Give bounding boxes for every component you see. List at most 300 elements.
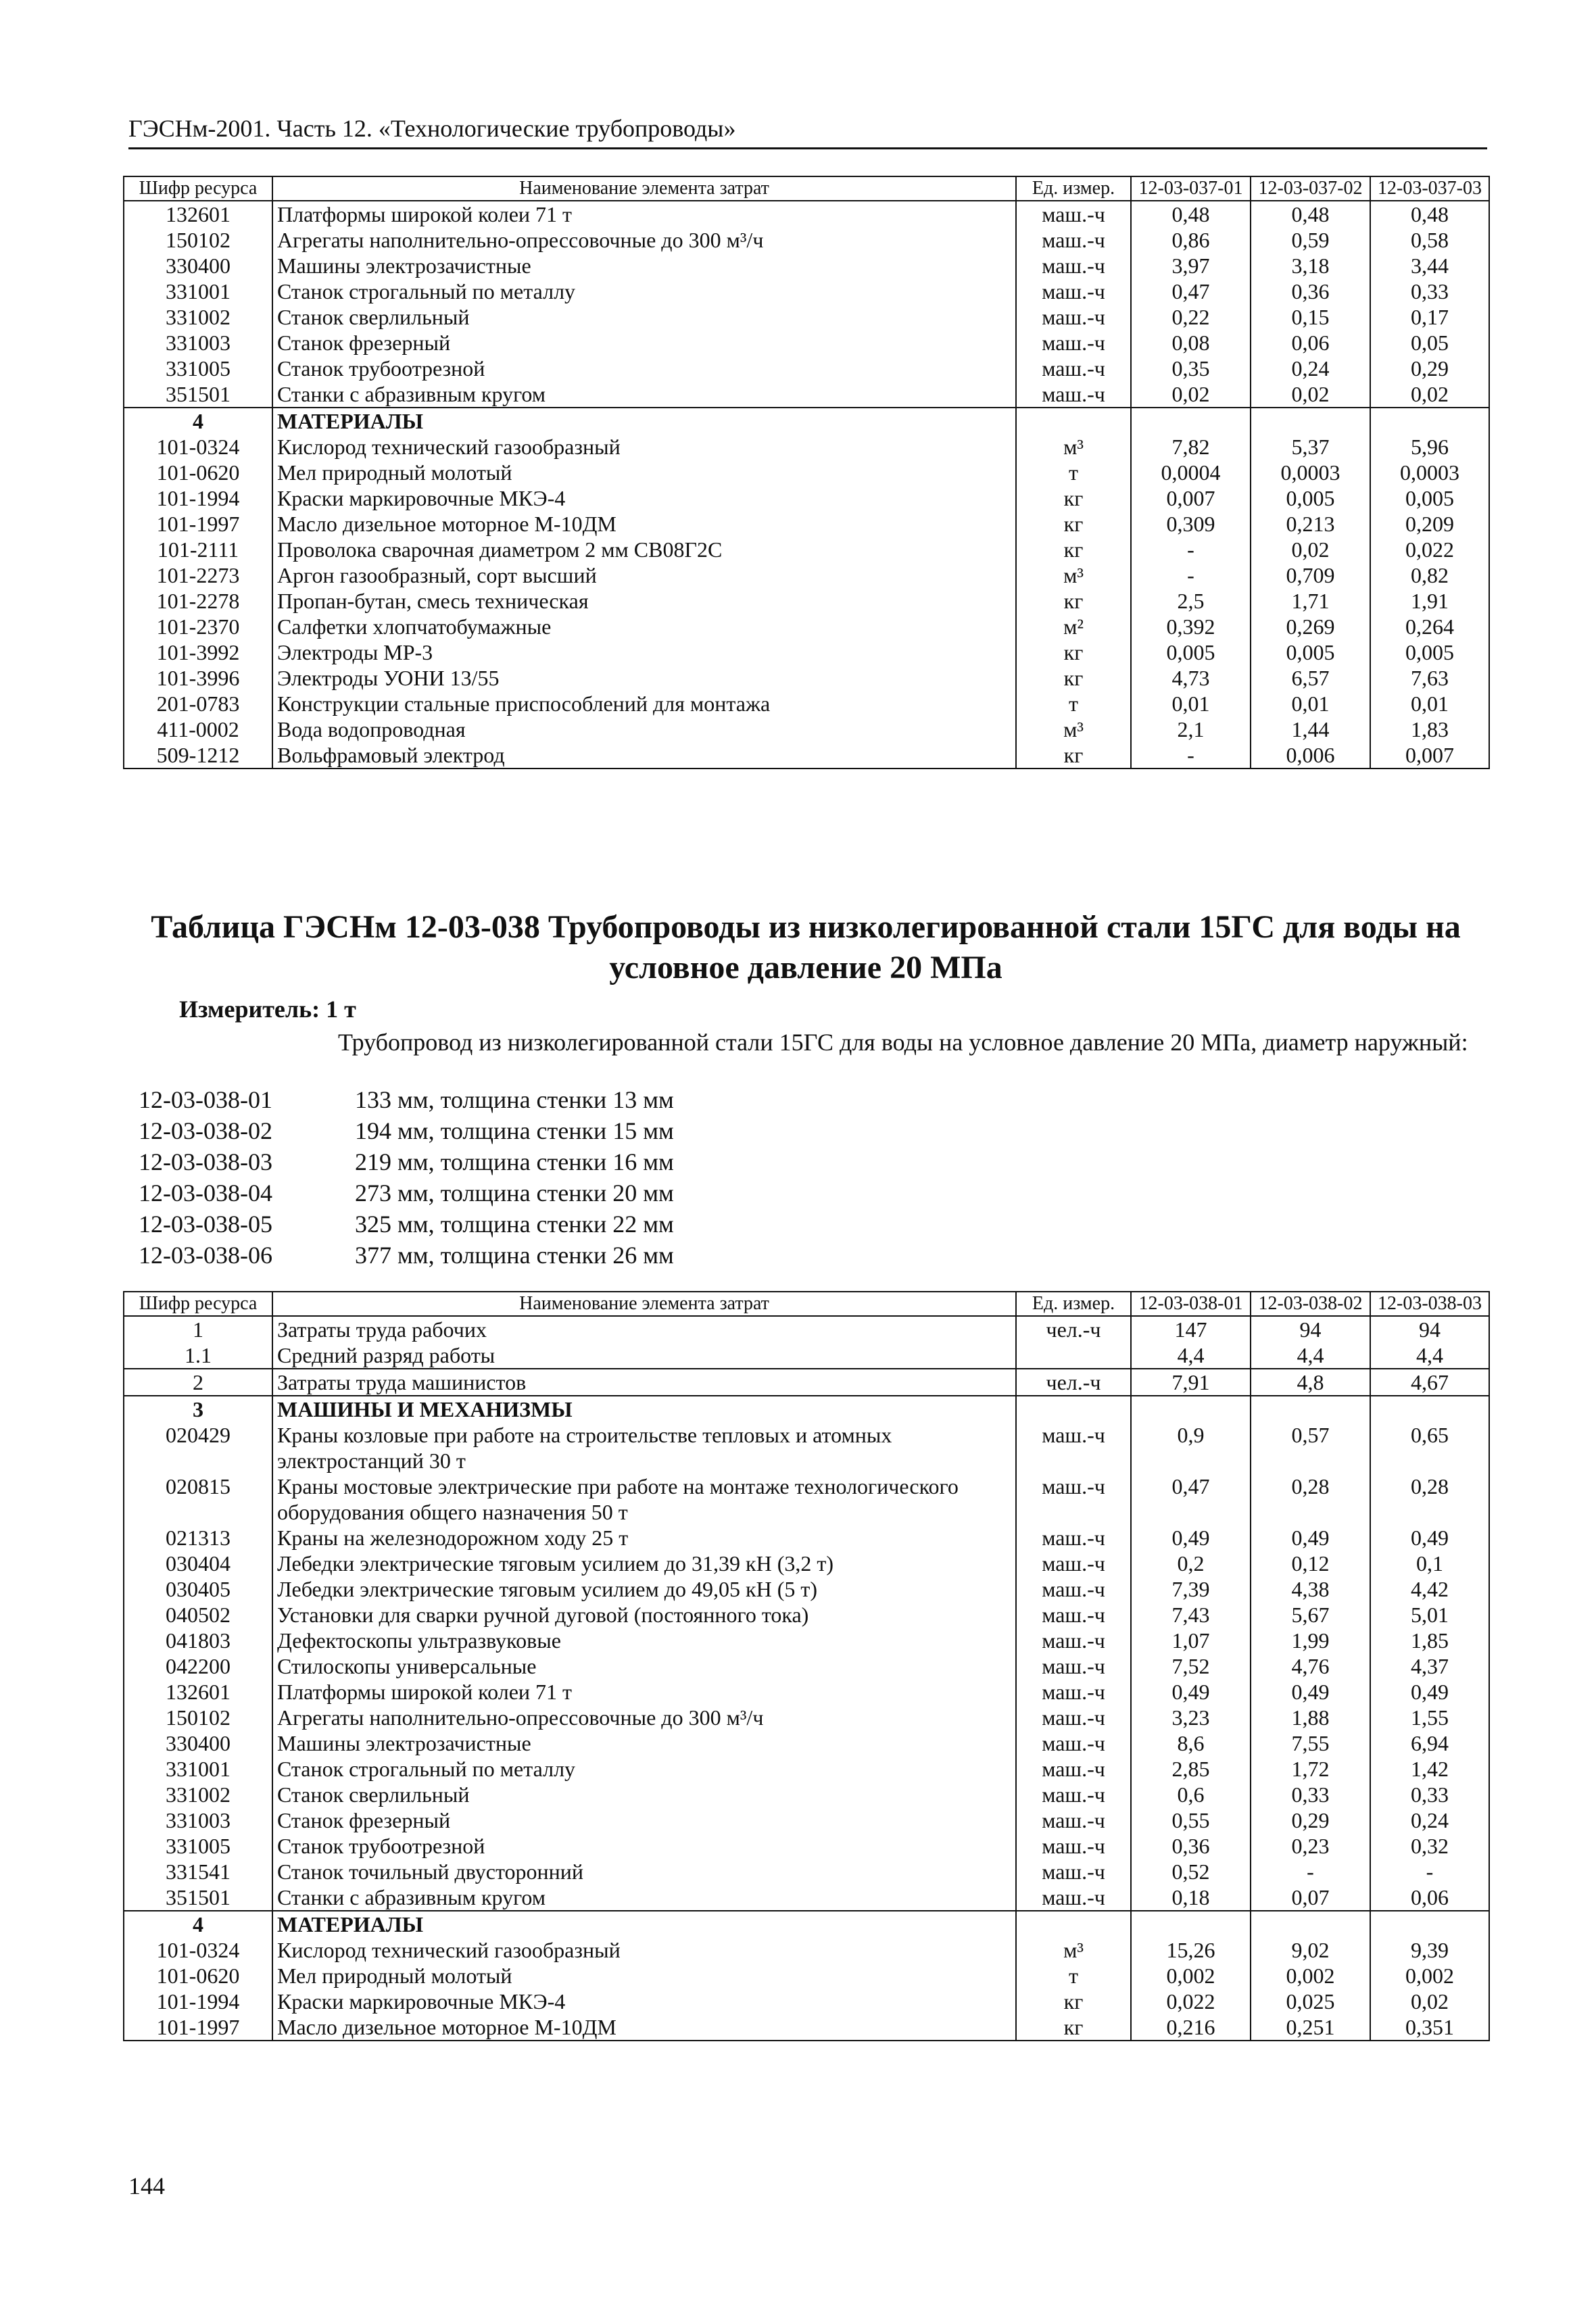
- table-row: [124, 1525, 1489, 1551]
- resource-name: Краски маркировочные МКЭ-4: [272, 485, 1016, 511]
- value-cell: 1,07: [1131, 1628, 1251, 1653]
- table-row: [124, 381, 1489, 408]
- unit-cell: маш.-ч: [1016, 1705, 1131, 1730]
- header-col-3: 12-03-038-03: [1370, 1292, 1489, 1316]
- value-cell: 3,97: [1131, 253, 1251, 278]
- unit-cell: маш.-ч: [1016, 1628, 1131, 1653]
- value-cell: [1251, 408, 1370, 434]
- value-cell: 0,55: [1131, 1807, 1251, 1833]
- value-cell: 0,59: [1251, 227, 1370, 253]
- value-cell: 4,4: [1370, 1342, 1489, 1369]
- resource-code: 331001: [124, 278, 272, 304]
- value-cell: 0,07: [1251, 1884, 1370, 1911]
- resource-code: 021313: [124, 1525, 272, 1551]
- value-cell: 15,26: [1131, 1937, 1251, 1963]
- value-cell: 2,5: [1131, 588, 1251, 614]
- value-cell: 3,18: [1251, 253, 1370, 278]
- value-cell: 0,06: [1370, 1884, 1489, 1911]
- resource-name: Кислород технический газообразный: [272, 434, 1016, 460]
- value-cell: 9,02: [1251, 1937, 1370, 1963]
- value-cell: 0,36: [1131, 1833, 1251, 1859]
- running-header: ГЭСНм-2001. Часть 12. «Технологические трубопроводы»: [128, 114, 1487, 149]
- unit-cell: маш.-ч: [1016, 1884, 1131, 1911]
- value-cell: 9,39: [1370, 1937, 1489, 1963]
- value-cell: 0,392: [1131, 614, 1251, 639]
- resource-name: Лебедки электрические тяговым усилием до 49,05 кН (5 т): [272, 1576, 1016, 1602]
- value-cell: 0,209: [1370, 511, 1489, 537]
- value-cell: 0,005: [1251, 639, 1370, 665]
- unit-cell: м³: [1016, 434, 1131, 460]
- value-cell: 7,55: [1251, 1730, 1370, 1756]
- value-cell: 6,94: [1370, 1730, 1489, 1756]
- value-cell: 0,022: [1131, 1989, 1251, 2014]
- resource-code: 4: [124, 408, 272, 434]
- resource-code: 030404: [124, 1551, 272, 1576]
- variant-item: [139, 1115, 674, 1146]
- resource-name: Станки с абразивным кругом: [272, 1884, 1016, 1911]
- value-cell: 94: [1370, 1316, 1489, 1342]
- table-row: [124, 1963, 1489, 1989]
- header-col-1: 12-03-037-01: [1131, 176, 1251, 201]
- value-cell: 2,85: [1131, 1756, 1251, 1782]
- resource-name: Конструкции стальные приспособлений для монтажа: [272, 691, 1016, 716]
- table-row: [124, 691, 1489, 716]
- unit-cell: маш.-ч: [1016, 1782, 1131, 1807]
- variant-text: 219 мм, толщина стенки 16 мм: [355, 1148, 674, 1175]
- value-cell: 0,0003: [1251, 460, 1370, 485]
- resource-name: Станки с абразивным кругом: [272, 381, 1016, 408]
- value-cell: 7,39: [1131, 1576, 1251, 1602]
- resource-name: Машины электрозачистные: [272, 253, 1016, 278]
- table-row: [124, 537, 1489, 562]
- unit-cell: маш.-ч: [1016, 1576, 1131, 1602]
- resource-name: Затраты труда машинистов: [272, 1369, 1016, 1396]
- value-cell: 4,73: [1131, 665, 1251, 691]
- table-row: [124, 562, 1489, 588]
- value-cell: 0,269: [1251, 614, 1370, 639]
- value-cell: [1131, 408, 1251, 434]
- unit-cell: маш.-ч: [1016, 381, 1131, 408]
- table-row: [124, 588, 1489, 614]
- resource-name: Машины электрозачистные: [272, 1730, 1016, 1756]
- value-cell: 0,351: [1370, 2014, 1489, 2041]
- value-cell: 1,85: [1370, 1628, 1489, 1653]
- resource-code: 101-1997: [124, 2014, 272, 2041]
- table-row: [124, 1679, 1489, 1705]
- value-cell: 4,4: [1131, 1342, 1251, 1369]
- value-cell: 4,38: [1251, 1576, 1370, 1602]
- resource-name: Мел природный молотый: [272, 460, 1016, 485]
- resource-name: Станок сверлильный: [272, 304, 1016, 330]
- value-cell: 0,48: [1131, 201, 1251, 227]
- value-cell: 1,72: [1251, 1756, 1370, 1782]
- resource-code: 042200: [124, 1653, 272, 1679]
- resource-code: 101-3992: [124, 639, 272, 665]
- table-row: [124, 227, 1489, 253]
- resource-name: Стилоскопы универсальные: [272, 1653, 1016, 1679]
- value-cell: 147: [1131, 1316, 1251, 1342]
- value-cell: 0,02: [1131, 381, 1251, 408]
- value-cell: 4,37: [1370, 1653, 1489, 1679]
- table-row: [124, 716, 1489, 742]
- resource-name: Проволока сварочная диаметром 2 мм СВ08Г2С: [272, 537, 1016, 562]
- variant-item: [139, 1084, 674, 1115]
- value-cell: 0,24: [1251, 356, 1370, 381]
- resource-name: Масло дизельное моторное М-10ДМ: [272, 2014, 1016, 2041]
- resource-name: Салфетки хлопчатобумажные: [272, 614, 1016, 639]
- resource-name: Установки для сварки ручной дуговой (постоянного тока): [272, 1602, 1016, 1628]
- value-cell: 0,0004: [1131, 460, 1251, 485]
- value-cell: 0,36: [1251, 278, 1370, 304]
- table-row: [124, 639, 1489, 665]
- resource-code: 331005: [124, 1833, 272, 1859]
- resource-code: 030405: [124, 1576, 272, 1602]
- table-body: [124, 1316, 1489, 2041]
- value-cell: 0,005: [1370, 485, 1489, 511]
- variant-text: 133 мм, толщина стенки 13 мм: [355, 1086, 674, 1113]
- resource-name: Масло дизельное моторное М-10ДМ: [272, 511, 1016, 537]
- value-cell: [1251, 1396, 1370, 1422]
- variant-item: [139, 1177, 674, 1209]
- unit-cell: т: [1016, 691, 1131, 716]
- value-cell: 0,23: [1251, 1833, 1370, 1859]
- table-row: [124, 1576, 1489, 1602]
- value-cell: 0,47: [1131, 278, 1251, 304]
- value-cell: 0,24: [1370, 1807, 1489, 1833]
- value-cell: 1,88: [1251, 1705, 1370, 1730]
- page-number: 144: [128, 2172, 165, 2199]
- value-cell: 0,06: [1251, 330, 1370, 356]
- resource-name: Станок строгальный по металлу: [272, 1756, 1016, 1782]
- value-cell: 4,8: [1251, 1369, 1370, 1396]
- resource-code: 509-1212: [124, 742, 272, 769]
- value-cell: [1251, 1911, 1370, 1937]
- resource-code: 101-0324: [124, 1937, 272, 1963]
- unit-cell: кг: [1016, 639, 1131, 665]
- table-row: [124, 665, 1489, 691]
- value-cell: 0,32: [1370, 1833, 1489, 1859]
- resource-code: 101-0620: [124, 1963, 272, 1989]
- table-row: [124, 1473, 1489, 1525]
- table-row: [124, 278, 1489, 304]
- resource-code: 3: [124, 1396, 272, 1422]
- table-row: [124, 1551, 1489, 1576]
- resource-code: 331002: [124, 1782, 272, 1807]
- value-cell: 0,025: [1251, 1989, 1370, 2014]
- value-cell: 3,44: [1370, 253, 1489, 278]
- value-cell: 0,22: [1131, 304, 1251, 330]
- resource-code: 331001: [124, 1756, 272, 1782]
- meter-label: Измеритель:: [179, 996, 320, 1023]
- unit-cell: т: [1016, 1963, 1131, 1989]
- value-cell: 1,44: [1251, 716, 1370, 742]
- unit-cell: кг: [1016, 742, 1131, 769]
- unit-cell: м³: [1016, 1937, 1131, 1963]
- value-cell: 0,15: [1251, 304, 1370, 330]
- header-col-2: 12-03-037-02: [1251, 176, 1370, 201]
- table-row: [124, 1653, 1489, 1679]
- value-cell: 0,49: [1131, 1679, 1251, 1705]
- header-col-2: 12-03-038-02: [1251, 1292, 1370, 1316]
- value-cell: 5,37: [1251, 434, 1370, 460]
- table-row: [124, 614, 1489, 639]
- variant-text: 194 мм, толщина стенки 15 мм: [355, 1117, 674, 1144]
- value-cell: 0,48: [1370, 201, 1489, 227]
- variant-code: 12-03-038-06: [139, 1242, 272, 1269]
- resource-code: 101-3996: [124, 665, 272, 691]
- table-row: [124, 1342, 1489, 1369]
- unit-cell: кг: [1016, 1989, 1131, 2014]
- variant-code: 12-03-038-05: [139, 1211, 272, 1238]
- unit-cell: маш.-ч: [1016, 1525, 1131, 1551]
- resource-code: 132601: [124, 201, 272, 227]
- unit-cell: маш.-ч: [1016, 1679, 1131, 1705]
- resource-code: 101-2273: [124, 562, 272, 588]
- resource-name: Электроды МР-3: [272, 639, 1016, 665]
- table-header-row: [124, 1292, 1489, 1316]
- resource-name: Агрегаты наполнительно-опрессовочные до 300 м³/ч: [272, 1705, 1016, 1730]
- value-cell: 0,29: [1251, 1807, 1370, 1833]
- unit-cell: маш.-ч: [1016, 1602, 1131, 1628]
- table-row: [124, 304, 1489, 330]
- header-name: Наименование элемента затрат: [272, 176, 1016, 201]
- resource-name: МАШИНЫ И МЕХАНИЗМЫ: [272, 1396, 1016, 1422]
- table-row: [124, 1422, 1489, 1473]
- table-row: [124, 1756, 1489, 1782]
- header-col-1: 12-03-038-01: [1131, 1292, 1251, 1316]
- value-cell: 0,57: [1251, 1422, 1370, 1473]
- value-cell: 6,57: [1251, 665, 1370, 691]
- value-cell: 0,005: [1251, 485, 1370, 511]
- resource-name: Мел природный молотый: [272, 1963, 1016, 1989]
- variant-code: 12-03-038-02: [139, 1117, 272, 1144]
- meter-value: 1 т: [326, 996, 356, 1023]
- value-cell: 0,709: [1251, 562, 1370, 588]
- value-cell: 0,47: [1131, 1473, 1251, 1525]
- value-cell: 0,264: [1370, 614, 1489, 639]
- value-cell: 0,65: [1370, 1422, 1489, 1473]
- value-cell: -: [1131, 742, 1251, 769]
- value-cell: 0,0003: [1370, 460, 1489, 485]
- resource-code: 101-0324: [124, 434, 272, 460]
- value-cell: 0,28: [1251, 1473, 1370, 1525]
- table-row: [124, 742, 1489, 769]
- header-code: Шифр ресурса: [124, 1292, 272, 1316]
- value-cell: 0,82: [1370, 562, 1489, 588]
- resource-name: Станок трубоотрезной: [272, 1833, 1016, 1859]
- variant-code: 12-03-038-03: [139, 1148, 272, 1175]
- value-cell: 0,309: [1131, 511, 1251, 537]
- unit-cell: маш.-ч: [1016, 1730, 1131, 1756]
- value-cell: 3,23: [1131, 1705, 1251, 1730]
- unit-cell: [1016, 408, 1131, 434]
- resource-code: 040502: [124, 1602, 272, 1628]
- resource-code: 101-1997: [124, 511, 272, 537]
- unit-cell: маш.-ч: [1016, 1473, 1131, 1525]
- resource-name: Пропан-бутан, смесь техническая: [272, 588, 1016, 614]
- table-row: [124, 1937, 1489, 1963]
- resource-name: Аргон газообразный, сорт высший: [272, 562, 1016, 588]
- resource-name: МАТЕРИАЛЫ: [272, 1911, 1016, 1937]
- value-cell: 0,01: [1131, 691, 1251, 716]
- resource-table-037: [123, 176, 1490, 769]
- unit-cell: маш.-ч: [1016, 1653, 1131, 1679]
- table-row: [124, 1369, 1489, 1396]
- value-cell: 4,4: [1251, 1342, 1370, 1369]
- value-cell: 0,213: [1251, 511, 1370, 537]
- value-cell: 0,005: [1370, 639, 1489, 665]
- resource-code: 331003: [124, 330, 272, 356]
- resource-code: 351501: [124, 381, 272, 408]
- value-cell: 0,251: [1251, 2014, 1370, 2041]
- unit-cell: маш.-ч: [1016, 1551, 1131, 1576]
- resource-code: 351501: [124, 1884, 272, 1911]
- unit-cell: кг: [1016, 537, 1131, 562]
- resource-code: 020815: [124, 1473, 272, 1525]
- variant-text: 273 мм, толщина стенки 20 мм: [355, 1179, 674, 1207]
- resource-name: Краны на железнодорожном ходу 25 т: [272, 1525, 1016, 1551]
- table-row: [124, 434, 1489, 460]
- table-row: [124, 460, 1489, 485]
- resource-name: Электроды УОНИ 13/55: [272, 665, 1016, 691]
- unit-cell: маш.-ч: [1016, 1422, 1131, 1473]
- value-cell: 5,67: [1251, 1602, 1370, 1628]
- resource-name: Вода водопроводная: [272, 716, 1016, 742]
- table-row: [124, 1705, 1489, 1730]
- resource-name: Кислород технический газообразный: [272, 1937, 1016, 1963]
- header-name: Наименование элемента затрат: [272, 1292, 1016, 1316]
- unit-cell: маш.-ч: [1016, 1833, 1131, 1859]
- value-cell: 0,18: [1131, 1884, 1251, 1911]
- unit-cell: маш.-ч: [1016, 1859, 1131, 1884]
- value-cell: 7,63: [1370, 665, 1489, 691]
- variant-code: 12-03-038-04: [139, 1179, 272, 1207]
- value-cell: [1131, 1396, 1251, 1422]
- value-cell: 0,49: [1370, 1525, 1489, 1551]
- value-cell: 0,33: [1251, 1782, 1370, 1807]
- value-cell: 2,1: [1131, 716, 1251, 742]
- value-cell: 4,67: [1370, 1369, 1489, 1396]
- resource-code: 201-0783: [124, 691, 272, 716]
- value-cell: 0,002: [1251, 1963, 1370, 1989]
- value-cell: 8,6: [1131, 1730, 1251, 1756]
- resource-code: 331541: [124, 1859, 272, 1884]
- value-cell: 1,91: [1370, 588, 1489, 614]
- value-cell: -: [1131, 537, 1251, 562]
- unit-cell: [1016, 1911, 1131, 1937]
- value-cell: 0,05: [1370, 330, 1489, 356]
- unit-cell: чел.-ч: [1016, 1369, 1131, 1396]
- resource-code: 101-2370: [124, 614, 272, 639]
- table-description: Трубопровод из низколегированной стали 15ГС для воды на условное давление 20 МПа, диаметр наружный:: [338, 1029, 1468, 1056]
- resource-code: 330400: [124, 1730, 272, 1756]
- resource-code: 331003: [124, 1807, 272, 1833]
- variant-text: 325 мм, толщина стенки 22 мм: [355, 1211, 674, 1238]
- resource-name: Дефектоскопы ультразвуковые: [272, 1628, 1016, 1653]
- value-cell: 4,42: [1370, 1576, 1489, 1602]
- table-row: [124, 1989, 1489, 2014]
- resource-code: 331005: [124, 356, 272, 381]
- variant-item: [139, 1240, 674, 1271]
- header-col-3: 12-03-037-03: [1370, 176, 1489, 201]
- table-row: [124, 1833, 1489, 1859]
- unit-cell: кг: [1016, 485, 1131, 511]
- value-cell: 1,71: [1251, 588, 1370, 614]
- value-cell: 0,216: [1131, 2014, 1251, 2041]
- resource-name: Станок фрезерный: [272, 330, 1016, 356]
- variant-text: 377 мм, толщина стенки 26 мм: [355, 1242, 674, 1269]
- table-row: [124, 2014, 1489, 2041]
- resource-name: Станок трубоотрезной: [272, 356, 1016, 381]
- unit-cell: м³: [1016, 716, 1131, 742]
- value-cell: 0,006: [1251, 742, 1370, 769]
- value-cell: 0,17: [1370, 304, 1489, 330]
- value-cell: 0,33: [1370, 1782, 1489, 1807]
- table-row: [124, 356, 1489, 381]
- unit-cell: [1016, 1396, 1131, 1422]
- resource-name: Средний разряд работы: [272, 1342, 1016, 1369]
- value-cell: 0,01: [1370, 691, 1489, 716]
- unit-cell: маш.-ч: [1016, 278, 1131, 304]
- resource-name: Станок фрезерный: [272, 1807, 1016, 1833]
- section-row: [124, 408, 1489, 434]
- resource-code: 331002: [124, 304, 272, 330]
- value-cell: -: [1131, 562, 1251, 588]
- value-cell: 7,91: [1131, 1369, 1251, 1396]
- unit-cell: т: [1016, 460, 1131, 485]
- resource-code: 132601: [124, 1679, 272, 1705]
- variant-list: [139, 1084, 674, 1271]
- resource-code: 020429: [124, 1422, 272, 1473]
- table-row: [124, 485, 1489, 511]
- resource-code: 150102: [124, 1705, 272, 1730]
- unit-cell: [1016, 1342, 1131, 1369]
- value-cell: 0,52: [1131, 1859, 1251, 1884]
- value-cell: [1370, 1911, 1489, 1937]
- variant-item: [139, 1209, 674, 1240]
- table-title: Таблица ГЭСНм 12-03-038 Трубопроводы из низколегированной стали 15ГС для воды на условное давление 20 МПа: [151, 909, 1461, 985]
- resource-name: Платформы широкой колеи 71 т: [272, 201, 1016, 227]
- resource-code: 1: [124, 1316, 272, 1342]
- value-cell: 0,02: [1370, 381, 1489, 408]
- variant-code: 12-03-038-01: [139, 1086, 272, 1113]
- value-cell: 1,99: [1251, 1628, 1370, 1653]
- table-body: [124, 201, 1489, 769]
- unit-cell: м³: [1016, 562, 1131, 588]
- resource-code: 041803: [124, 1628, 272, 1653]
- unit-cell: маш.-ч: [1016, 356, 1131, 381]
- unit-cell: маш.-ч: [1016, 201, 1131, 227]
- value-cell: [1370, 408, 1489, 434]
- value-cell: 0,02: [1370, 1989, 1489, 2014]
- resource-name: Станок строгальный по металлу: [272, 278, 1016, 304]
- value-cell: 4,76: [1251, 1653, 1370, 1679]
- section-row: [124, 1911, 1489, 1937]
- value-cell: 0,49: [1251, 1679, 1370, 1705]
- value-cell: -: [1251, 1859, 1370, 1884]
- value-cell: 0,6: [1131, 1782, 1251, 1807]
- value-cell: [1131, 1911, 1251, 1937]
- value-cell: 0,02: [1251, 381, 1370, 408]
- table-row: [124, 330, 1489, 356]
- resource-name: Вольфрамовый электрод: [272, 742, 1016, 769]
- resource-name: Краски маркировочные МКЭ-4: [272, 1989, 1016, 2014]
- resource-code: 101-0620: [124, 460, 272, 485]
- value-cell: 0,49: [1131, 1525, 1251, 1551]
- resource-code: 4: [124, 1911, 272, 1937]
- value-cell: 7,82: [1131, 434, 1251, 460]
- resource-name: Агрегаты наполнительно-опрессовочные до 300 м³/ч: [272, 227, 1016, 253]
